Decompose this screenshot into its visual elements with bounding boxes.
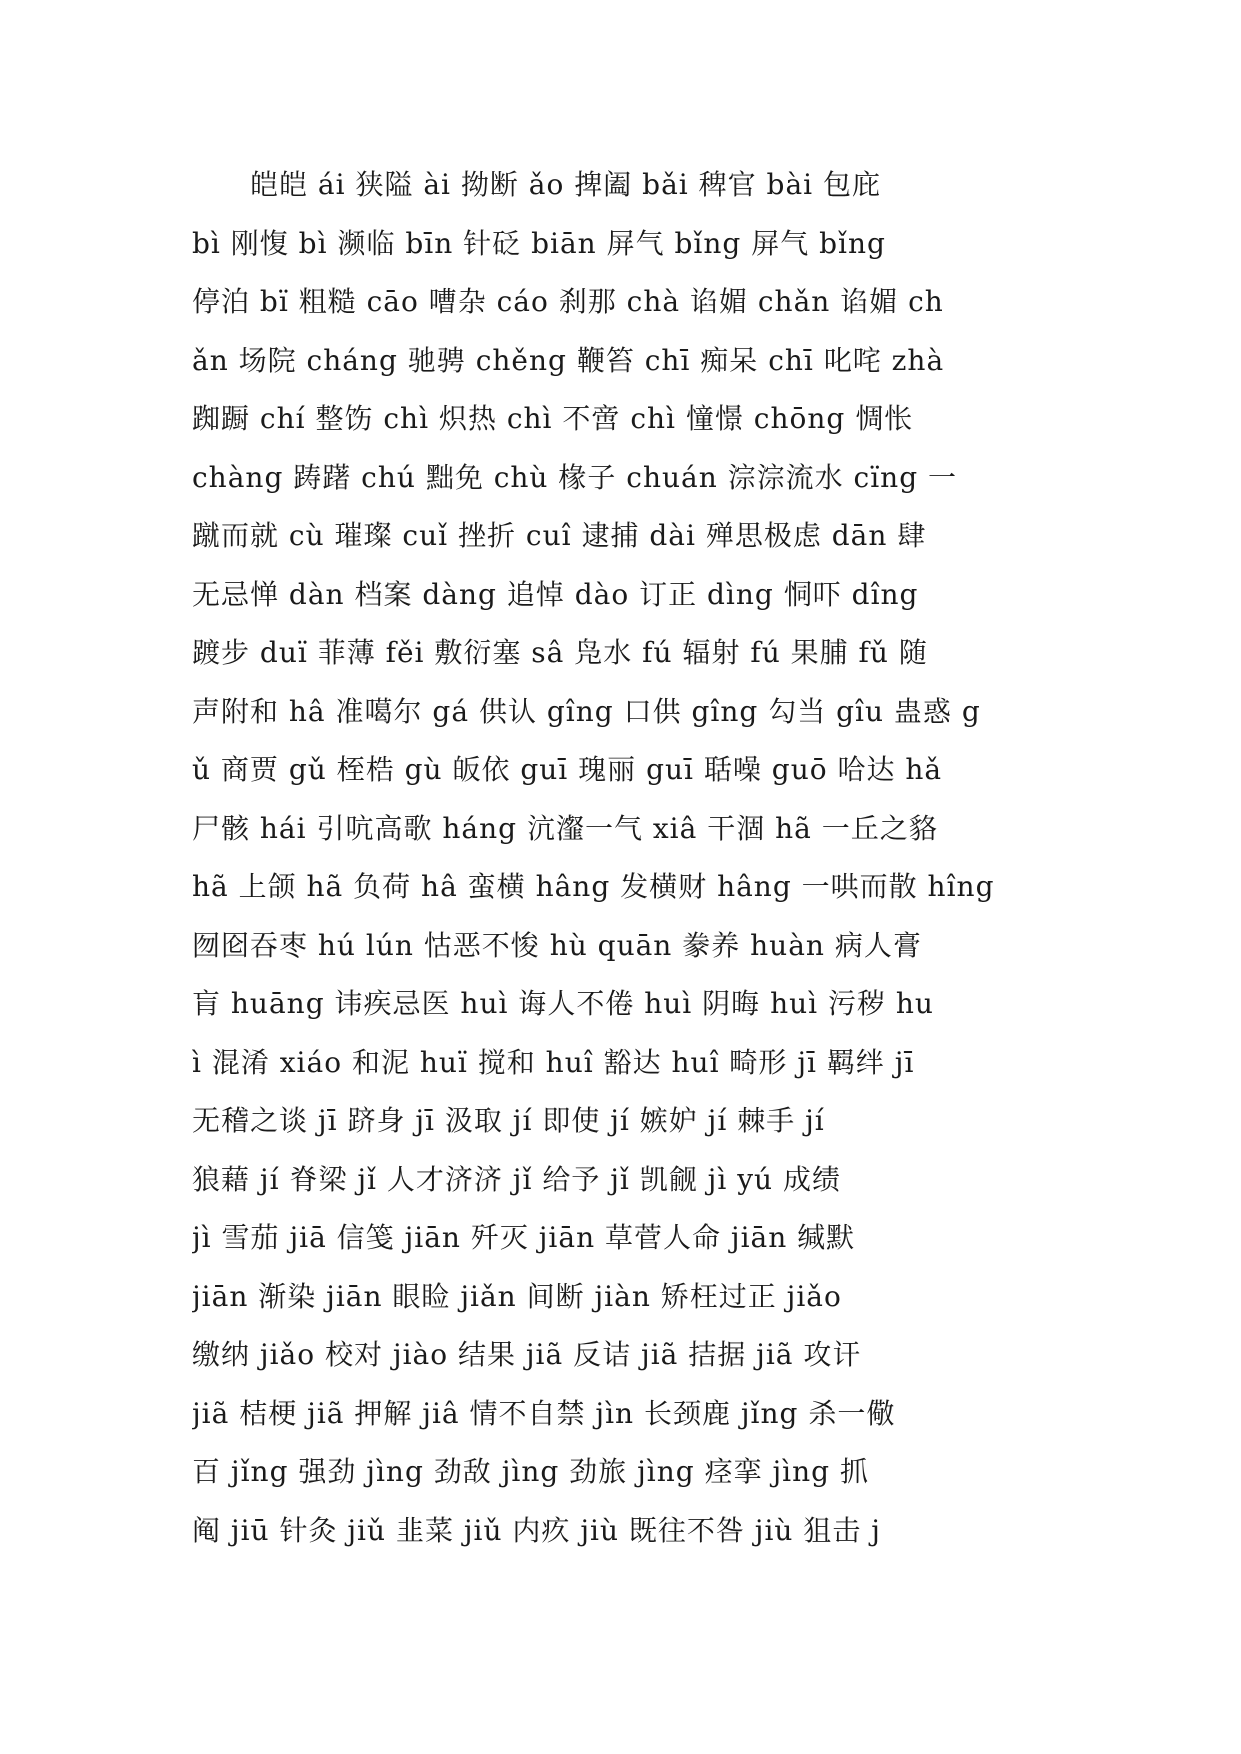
pinyin-vocabulary-text (192, 156, 1062, 1560)
text-line-6: chàng 踌躇 chú 黜免 chù 椽子 chuán 淙淙流水 cïng 一 (192, 460, 958, 494)
text-line-7: 蹴而就 cù 璀璨 cuǐ 挫折 cuî 逮捕 dài 殚思极虑 dān 肆 (192, 519, 927, 552)
text-line-10: 声附和 hâ 准噶尔 gá 供认 gîng 口供 gîng 勾当 gîu 蛊惑 g (192, 694, 981, 728)
text-line-8: 无忌惮 dàn 档案 dàng 追悼 dào 订正 dìng 恫吓 dîng (192, 577, 919, 611)
text-line-12: 尸骸 hái 引吭高歌 háng 沆瀣一气 xiâ 干涸 hã 一丘之貉 (192, 811, 938, 845)
text-line-9: 踱步 duï 菲薄 fěi 敷衍塞 sâ 凫水 fú 辐射 fú 果脯 fǔ 随 (192, 636, 928, 669)
text-line-13: hã 上颌 hã 负荷 hâ 蛮横 hâng 发横财 hâng 一哄而散 hîng (192, 870, 995, 903)
text-line-3: 停泊 bï 粗糙 cāo 嘈杂 cáo 刹那 chà 谄媚 chǎn 谄媚 ch (192, 285, 944, 318)
text-line-4: ǎn 场院 cháng 驰骋 chěng 鞭笞 chī 痴呆 chī 叱咤 zhà (192, 343, 945, 377)
text-line-18: 狼藉 jí 脊梁 jǐ 人才济济 jǐ 给予 jǐ 凯觎 jì yú 成绩 (192, 1162, 841, 1196)
text-line-17: 无稽之谈 jī 跻身 jī 汲取 jí 即使 jí 嫉妒 jí 棘手 jí (192, 1104, 825, 1137)
text-line-14: 囫囵吞枣 hú lún 怙恶不悛 hù quān 豢养 huàn 病人膏 (192, 928, 922, 962)
text-line-15: 肓 huāng 讳疾忌医 huì 诲人不倦 huì 阴晦 huì 污秽 hu (192, 987, 934, 1020)
text-line-1: 皑皑 ái 狭隘 ài 拗断 ǎo 捭阖 bǎi 稗官 bài 包庇 (192, 168, 881, 201)
text-line-23: 百 jǐng 强劲 jìng 劲敌 jìng 劲旅 jìng 痉挛 jìng 抓 (192, 1455, 869, 1488)
text-line-11: ǔ 商贾 gǔ 桎梏 gù 皈依 guī 瑰丽 guī 聒噪 guō 哈达 hǎ (192, 753, 943, 786)
text-line-20: jiān 渐染 jiān 眼睑 jiǎn 间断 jiàn 矫枉过正 jiǎo (192, 1279, 842, 1313)
text-line-2: bì 刚愎 bì 濒临 bīn 针砭 biān 屏气 bǐng 屏气 bǐng (192, 226, 886, 260)
text-line-22: jiã 桔梗 jiã 押解 jiâ 情不自禁 jìn 长颈鹿 jǐng 杀一儆 (192, 1396, 896, 1430)
text-line-19: jì 雪茄 jiā 信笺 jiān 歼灭 jiān 草菅人命 jiān 缄默 (192, 1221, 856, 1254)
text-line-16: ì 混淆 xiáo 和泥 huï 搅和 huî 豁达 huî 畸形 jī 羁绊 jī (192, 1045, 915, 1079)
text-line-24: 阄 jiū 针灸 jiǔ 韭菜 jiǔ 内疚 jiù 既往不咎 jiù 狙击 j (192, 1513, 881, 1547)
text-line-21: 缴纳 jiǎo 校对 jiào 结果 jiã 反诘 jiã 拮据 jiã 攻讦 (192, 1338, 862, 1371)
text-line-5: 踟蹰 chí 整饬 chì 炽热 chì 不啻 chì 憧憬 chōng 惆怅 (192, 402, 914, 435)
